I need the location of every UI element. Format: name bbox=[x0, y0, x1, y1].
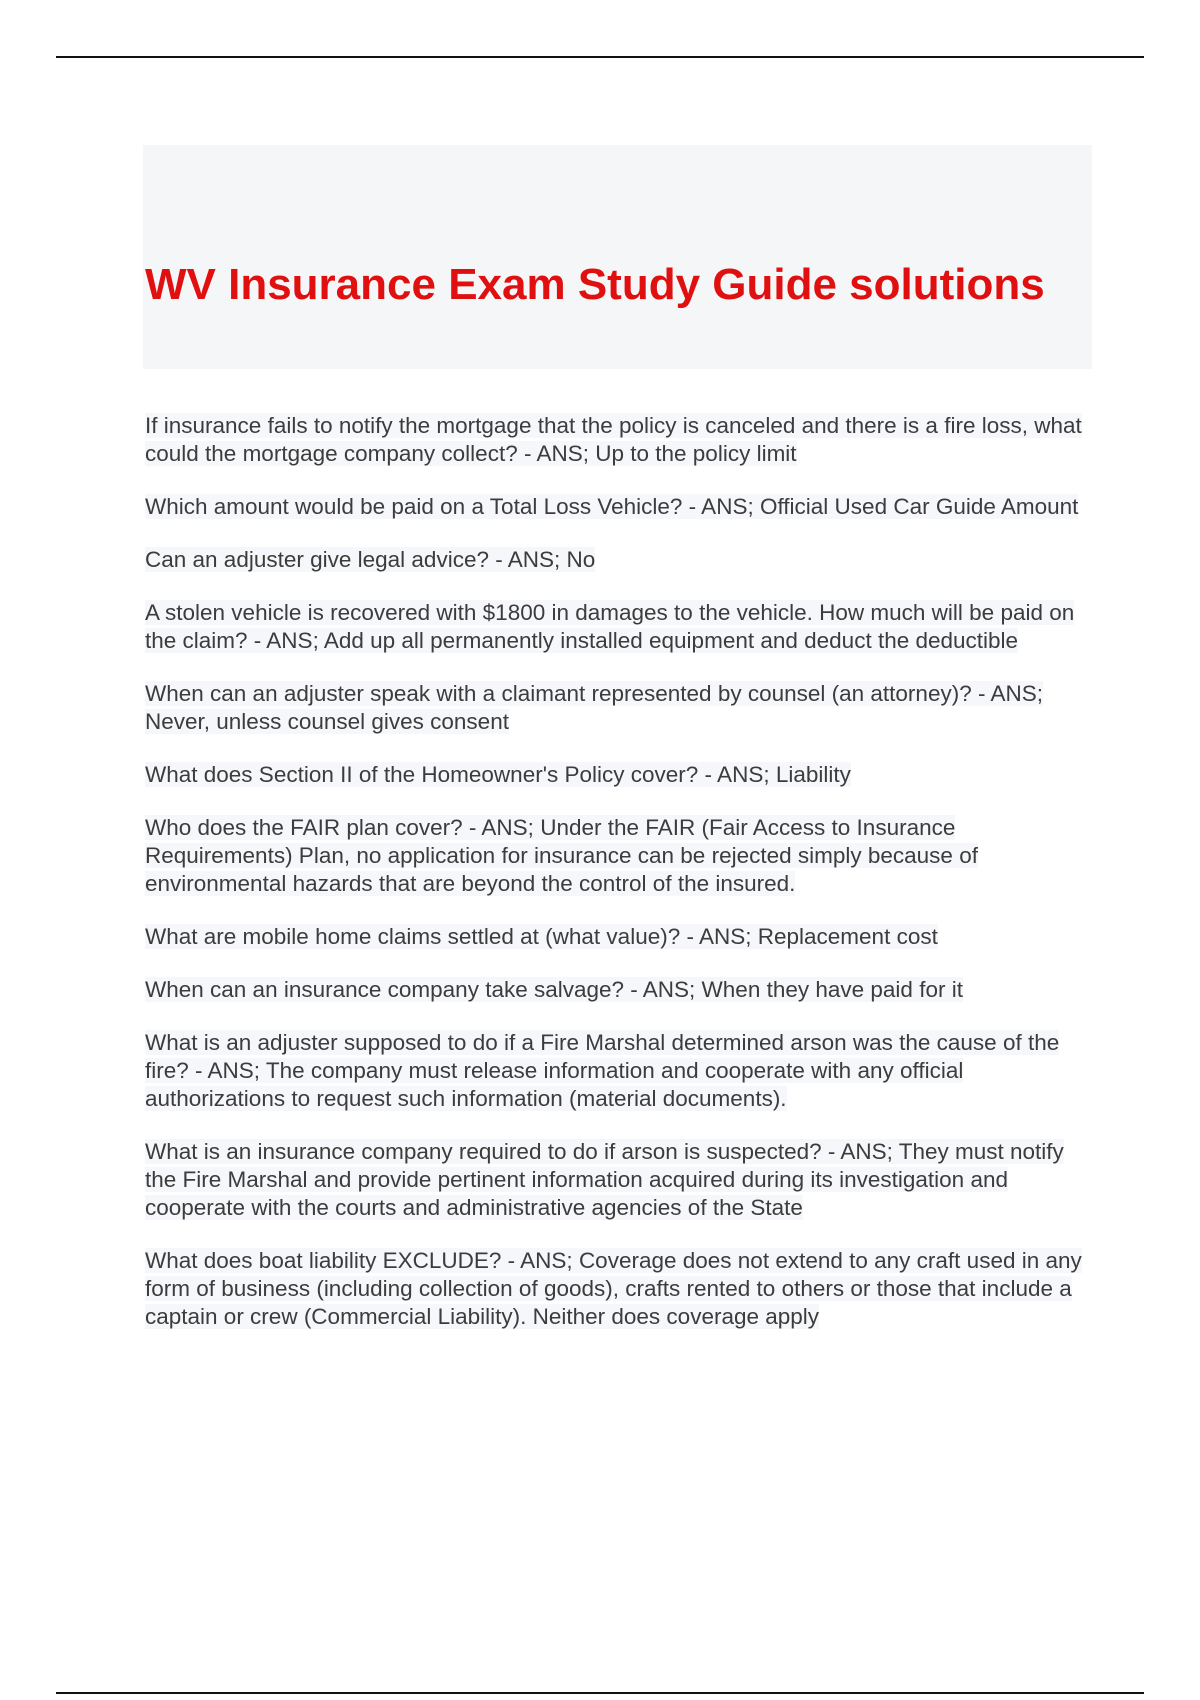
qa-item bbox=[145, 976, 1090, 1004]
qa-text: What are mobile home claims settled at (what value)? - ANS; Replacement cost bbox=[145, 924, 938, 949]
qa-item bbox=[145, 1138, 1090, 1222]
qa-text: If insurance fails to notify the mortgage that the policy is canceled and there is a fire loss, what could the mortgage company collect? - ANS; Up to the policy limit bbox=[145, 413, 1082, 466]
qa-text: A stolen vehicle is recovered with $1800 in damages to the vehicle. How much will be paid on the claim? - ANS; Add up all permanently installed equipment and deduct the deductible bbox=[145, 600, 1075, 653]
qa-text: Who does the FAIR plan cover? - ANS; Under the FAIR (Fair Access to Insurance Requirements) Plan, no application for insurance can be rejected simply because of environmental hazards that are beyond the control of the insured. bbox=[145, 815, 978, 896]
qa-text: When can an insurance company take salvage? - ANS; When they have paid for it bbox=[145, 977, 963, 1002]
qa-text: When can an adjuster speak with a claimant represented by counsel (an attorney)? - ANS; Never, unless counsel gives consent bbox=[145, 681, 1043, 734]
qa-text: What is an insurance company required to do if arson is suspected? - ANS; They must notify the Fire Marshal and provide pertinent information acquired during its investigation and cooperate with the courts and administrative agencies of the State bbox=[145, 1139, 1064, 1220]
top-rule bbox=[56, 56, 1144, 58]
qa-item bbox=[145, 814, 1090, 898]
qa-item bbox=[145, 412, 1090, 468]
bottom-rule bbox=[56, 1692, 1144, 1694]
qa-item bbox=[145, 599, 1090, 655]
qa-text: What does Section II of the Homeowner's Policy cover? - ANS; Liability bbox=[145, 762, 851, 787]
qa-item bbox=[145, 680, 1090, 736]
qa-item bbox=[145, 1029, 1090, 1113]
qa-list bbox=[145, 412, 1090, 1356]
qa-text: What does boat liability EXCLUDE? - ANS; Coverage does not extend to any craft used in any form of business (including collection of goods), crafts rented to others or those that include a captain or crew (Commercial Liability). Neither does coverage apply bbox=[145, 1248, 1082, 1329]
qa-item bbox=[145, 546, 1090, 574]
qa-item bbox=[145, 493, 1090, 521]
page-title: WV Insurance Exam Study Guide solutions bbox=[145, 260, 1045, 309]
qa-item bbox=[145, 923, 1090, 951]
qa-item bbox=[145, 1247, 1090, 1331]
qa-text: Can an adjuster give legal advice? - ANS; No bbox=[145, 547, 596, 572]
qa-item bbox=[145, 761, 1090, 789]
qa-text: What is an adjuster supposed to do if a Fire Marshal determined arson was the cause of the fire? - ANS; The company must release information and cooperate with any official authorizations to request such information (material documents). bbox=[145, 1030, 1060, 1111]
title-block bbox=[143, 145, 1092, 369]
qa-text: Which amount would be paid on a Total Loss Vehicle? - ANS; Official Used Car Guide Amount bbox=[145, 494, 1079, 519]
